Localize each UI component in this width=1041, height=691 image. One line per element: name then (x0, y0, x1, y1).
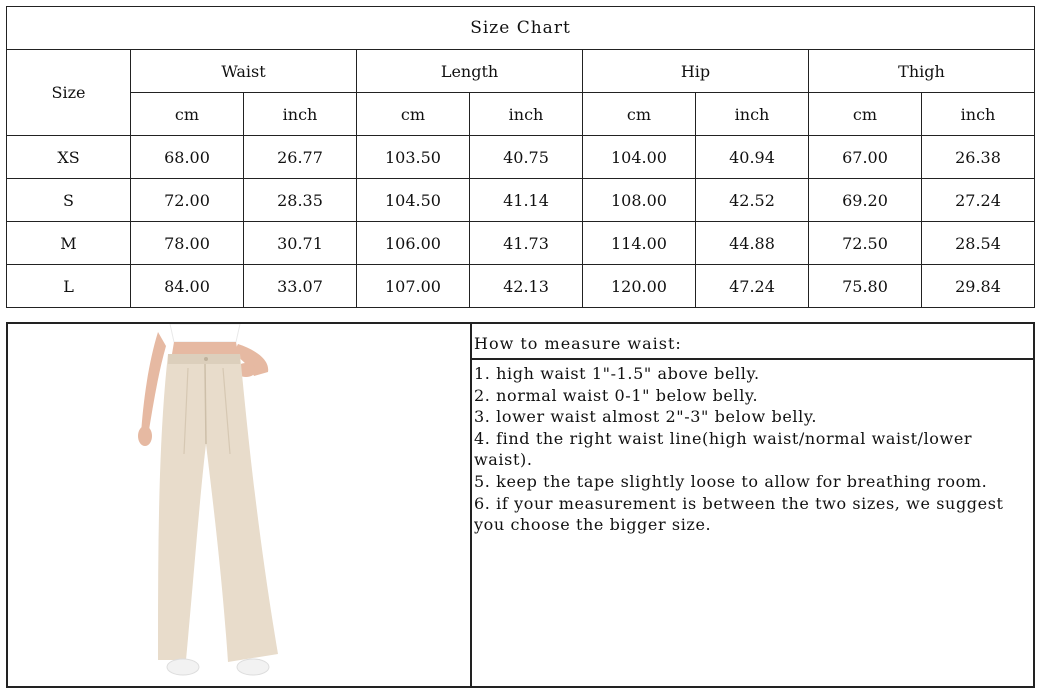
table-cell: 42.52 (696, 179, 809, 222)
length-header: Length (357, 50, 583, 93)
table-cell: 108.00 (583, 179, 696, 222)
instruction-item: 2. normal waist 0-1" below belly. (474, 385, 759, 405)
measure-instructions-panel (472, 324, 1033, 686)
size-label: XS (7, 136, 131, 179)
instruction-item: 4. find the right waist line(high waist/normal waist/lower waist). (474, 428, 973, 470)
size-chart-title: Size Chart (7, 7, 1035, 50)
instruction-item: 3. lower waist almost 2"-3" below belly. (474, 407, 818, 427)
table-cell: 106.00 (357, 222, 470, 265)
table-cell: 114.00 (583, 222, 696, 265)
table-cell: 41.73 (470, 222, 583, 265)
size-column-header: Size (7, 50, 131, 136)
unit-cell: inch (696, 93, 809, 136)
table-cell: 33.07 (244, 265, 357, 308)
table-row (7, 179, 1035, 222)
table-cell: 28.54 (922, 222, 1035, 265)
unit-cell: inch (244, 93, 357, 136)
table-cell: 78.00 (131, 222, 244, 265)
table-cell: 84.00 (131, 265, 244, 308)
table-cell: 67.00 (809, 136, 922, 179)
pants-model-image (8, 324, 470, 686)
measure-guide-section (6, 322, 1035, 688)
instruction-item: 1. high waist 1"-1.5" above belly. (474, 364, 760, 383)
table-cell: 107.00 (357, 265, 470, 308)
size-label: L (7, 265, 131, 308)
table-cell: 72.50 (809, 222, 922, 265)
table-cell: 28.35 (244, 179, 357, 222)
table-cell: 72.00 (131, 179, 244, 222)
instruction-item: 5. keep the tape slightly loose to allow for breathing room. (474, 471, 988, 491)
table-cell: 26.38 (922, 136, 1035, 179)
table-cell: 44.88 (696, 222, 809, 265)
thigh-header: Thigh (809, 50, 1035, 93)
size-label: S (7, 179, 131, 222)
unit-cell: cm (131, 93, 244, 136)
size-chart-table (6, 6, 1035, 308)
table-cell: 42.13 (470, 265, 583, 308)
hip-header: Hip (583, 50, 809, 93)
unit-cell: inch (470, 93, 583, 136)
table-row (7, 222, 1035, 265)
table-cell: 40.94 (696, 136, 809, 179)
table-cell: 47.24 (696, 265, 809, 308)
unit-cell: cm (583, 93, 696, 136)
table-cell: 27.24 (922, 179, 1035, 222)
instruction-item: 6. if your measurement is between the two sizes, we suggest you choose the bigger size. (474, 493, 1004, 535)
howto-title: How to measure waist: (472, 324, 1033, 360)
table-cell: 40.75 (470, 136, 583, 179)
table-cell: 41.14 (470, 179, 583, 222)
waist-header: Waist (131, 50, 357, 93)
table-cell: 75.80 (809, 265, 922, 308)
table-cell: 103.50 (357, 136, 470, 179)
table-cell: 104.50 (357, 179, 470, 222)
table-cell: 30.71 (244, 222, 357, 265)
instruction-list (472, 360, 1033, 536)
table-cell: 69.20 (809, 179, 922, 222)
table-cell: 120.00 (583, 265, 696, 308)
unit-cell: cm (357, 93, 470, 136)
table-cell: 68.00 (131, 136, 244, 179)
product-photo-panel (8, 324, 472, 686)
table-cell: 104.00 (583, 136, 696, 179)
unit-cell: cm (809, 93, 922, 136)
size-label: M (7, 222, 131, 265)
table-row (7, 265, 1035, 308)
table-cell: 29.84 (922, 265, 1035, 308)
unit-row (7, 93, 1035, 136)
table-row (7, 136, 1035, 179)
table-cell: 26.77 (244, 136, 357, 179)
unit-cell: inch (922, 93, 1035, 136)
